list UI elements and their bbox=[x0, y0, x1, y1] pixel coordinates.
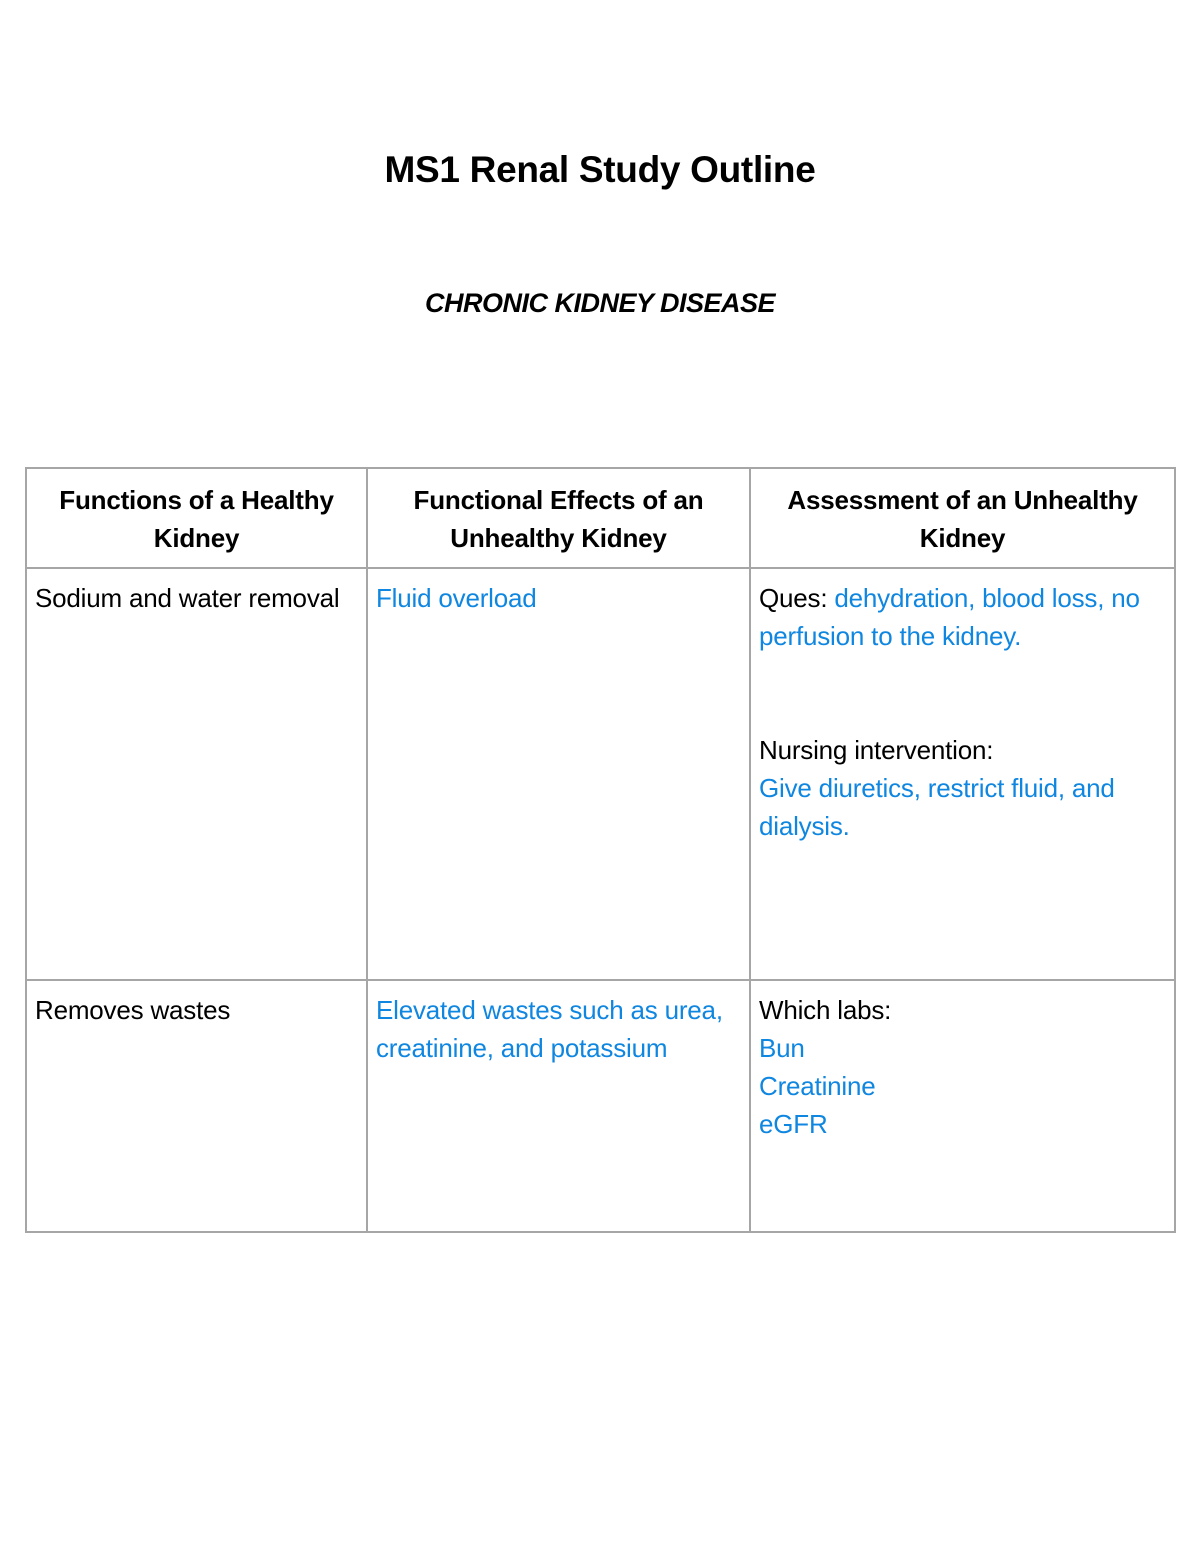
intervention-label: Nursing intervention: bbox=[759, 735, 994, 765]
lab-item: Creatinine bbox=[759, 1071, 876, 1101]
healthy-function-cell: Removes wastes bbox=[26, 980, 367, 1232]
table-header-row bbox=[26, 468, 1175, 568]
ques-label: Ques: bbox=[759, 583, 828, 613]
header-healthy-functions: Functions of a Healthy Kidney bbox=[26, 468, 367, 568]
ques-answer: dehydration, blood loss, no perfusion to the kidney. bbox=[759, 583, 1140, 651]
labs-label: Which labs: bbox=[759, 995, 892, 1025]
unhealthy-effect-cell: Fluid overload bbox=[367, 568, 750, 980]
spacer bbox=[759, 655, 1166, 731]
assessment-cell bbox=[750, 980, 1175, 1232]
header-unhealthy-assessment: Assessment of an Unhealthy Kidney bbox=[750, 468, 1175, 568]
assessment-cell bbox=[750, 568, 1175, 980]
header-unhealthy-effects: Functional Effects of an Unhealthy Kidney bbox=[367, 468, 750, 568]
lab-item: eGFR bbox=[759, 1109, 828, 1139]
table-row bbox=[26, 980, 1175, 1232]
intervention-answer: Give diuretics, restrict fluid, and dialysis. bbox=[759, 773, 1115, 841]
healthy-function-cell: Sodium and water removal bbox=[26, 568, 367, 980]
table-row bbox=[26, 568, 1175, 980]
unhealthy-effect-cell: Elevated wastes such as urea, creatinine, and potassium bbox=[367, 980, 750, 1232]
study-outline-table bbox=[25, 467, 1176, 1233]
lab-item: Bun bbox=[759, 1033, 805, 1063]
section-heading: CHRONIC KIDNEY DISEASE bbox=[424, 288, 776, 318]
page-title: MS1 Renal Study Outline bbox=[384, 149, 816, 190]
